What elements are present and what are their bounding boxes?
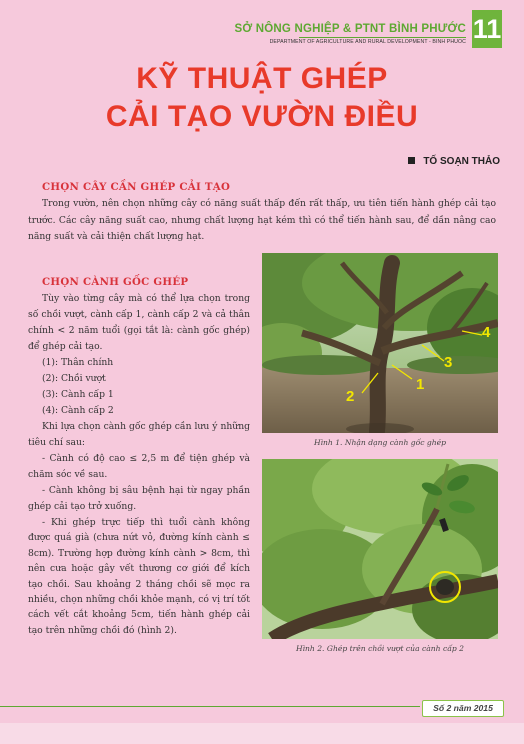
section1-paragraph: Trong vườn, nên chọn những cây có năng suất thấp đến rất thấp, ưu tiên tiến hành ghép cải tạo trước. Các cây năng suất cao, nhưng chất lượng hạt kém thì có thể tiến hành sau, để dần nâng cao năng suất và cải thiện chất lượng hạt. xyxy=(28,198,496,243)
legend-item-3: (3): Cành cấp 1 xyxy=(42,389,114,400)
figure1-label-3: 3 xyxy=(444,354,453,371)
page-number: 11 xyxy=(472,10,502,48)
author-byline xyxy=(408,156,500,167)
criteria-item: - Khi ghép trực tiếp thì tuổi cành không được quá già (chưa nứt vỏ, đường kính cành ≤ 8cm). Trường hợp đường kính cành > 8cm, thì nên cưa hoặc gây vết thương cơ giới để kích tạo chồi. Sau khoảng 2 tháng chồi sẽ mọc ra nhiều, chọn những chồi khỏe mạnh, có vị trí tốt cách vết cắt khoảng 5cm, tiến hành ghép cải tạo trên những chồi đó (hình 2). xyxy=(28,517,250,636)
legend-item-1: (1): Thân chính xyxy=(42,357,114,368)
header-divider xyxy=(299,37,466,38)
cashew-tree-photo xyxy=(262,253,498,433)
figure2-photo xyxy=(262,459,498,639)
header-org: SỞ NÔNG NGHIỆP & PTNT BÌNH PHƯỚC xyxy=(234,23,466,35)
section1-heading: CHỌN CÂY CẦN GHÉP CẢI TẠO xyxy=(42,181,231,193)
article-title-line2: CẢI TẠO VƯỜN ĐIỀU xyxy=(105,100,419,133)
figure1-photo xyxy=(262,253,498,433)
page-header xyxy=(0,10,524,44)
issue-badge: Số 2 năm 2015 xyxy=(422,700,504,717)
criteria-item: - Cành không bị sâu bệnh hại từ ngay phần ghép cải tạo trở xuống. xyxy=(28,485,250,512)
figure1-label-4: 4 xyxy=(482,324,491,341)
figure1-label-2: 2 xyxy=(346,388,355,405)
author-name: TỐ SOẠN THẢO xyxy=(423,156,500,167)
section2-heading: CHỌN CÀNH GỐC GHÉP xyxy=(42,276,189,288)
section2-paragraph: Tùy vào từng cây mà có thể lựa chọn trong số chồi vượt, cành cấp 1, cành cấp 2 và cả thân chính < 2 năm tuổi (gọi tắt là: cành gốc ghép) để ghép cải tạo. xyxy=(28,293,250,352)
criteria-item: - Cành có độ cao ≤ 2,5 m để tiện ghép và chăm sóc về sau. xyxy=(28,453,250,480)
figure1-label-1: 1 xyxy=(416,376,425,393)
legend-item-4: (4): Cành cấp 2 xyxy=(42,405,114,416)
section2-paragraph: Khi lựa chọn cành gốc ghép cần lưu ý những tiêu chí sau: xyxy=(28,421,250,448)
figure2-caption: Hình 2. Ghép trên chồi vượt của cành cấp 2 xyxy=(295,644,465,653)
legend-item-2: (2): Chồi vượt xyxy=(42,373,106,384)
graft-shoot-photo xyxy=(262,459,498,639)
section2-body xyxy=(28,291,250,638)
article-title-line1: KỸ THUẬT GHÉP xyxy=(136,62,388,95)
footer-band xyxy=(0,723,524,744)
section1-body xyxy=(28,196,496,246)
figure1-caption: Hình 1. Nhận dạng cành gốc ghép xyxy=(313,438,447,447)
footer-divider xyxy=(0,706,420,707)
square-bullet-icon xyxy=(408,157,415,164)
header-dept: DEPARTMENT OF AGRICULTURE AND RURAL DEVELOPMENT - BINH PHUOC xyxy=(269,39,466,45)
